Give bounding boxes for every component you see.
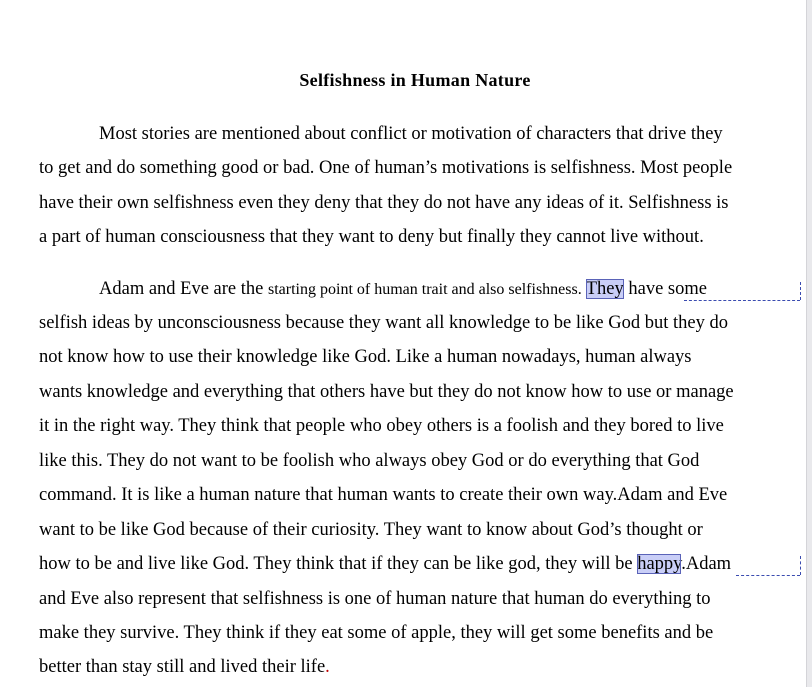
comment-connector-they	[684, 300, 800, 301]
paragraph-2-line-3: not know how to use their knowledge like God. Like a human nowadays, human always	[39, 347, 692, 367]
paragraph-2-line-8: want to be like God because of their curiosity. They want to know about God’s thought or	[39, 520, 703, 540]
paragraph-1-line-4: a part of human consciousness that they want to deny but finally they cannot live without.	[39, 227, 704, 247]
paragraph-2-line-7: command. It is like a human nature that human wants to create their own way.Adam and Eve	[39, 485, 728, 505]
paragraph-2-line-5: it in the right way. They think that people who obey others is a foolish and they bored to live	[39, 416, 724, 436]
text-run: Adam and Eve are the	[99, 279, 268, 299]
text-run-small: starting point of human trait and also selfishness.	[268, 281, 586, 298]
paragraph-2-line-2: selfish ideas by unconsciousness because they want all knowledge to be like God but they do	[39, 313, 728, 333]
comment-highlight-they[interactable]: They	[585, 279, 624, 299]
paragraph-2-line-9	[39, 552, 799, 576]
document-title: Selfishness in Human Nature	[299, 70, 531, 90]
paragraph-1-line-3: have their own selfishness even they deny that they do not have any ideas of it. Selfishness is	[39, 193, 729, 213]
comment-connector-happy-rise	[800, 556, 801, 575]
paragraph-2-line-10: and Eve also represent that selfishness is one of human nature that human do everything to	[39, 589, 711, 609]
text-run: better than stay still and lived their life	[39, 657, 326, 677]
paragraph-1-line-2: to get and do something good or bad. One of human’s motivations is selfishness. Most people	[39, 158, 733, 178]
paragraph-2-line-11: make they survive. They think if they eat some of apple, they will get some benefits and be	[39, 623, 714, 643]
red-period: .	[325, 657, 330, 677]
paragraph-1-line-1: Most stories are mentioned about conflict or motivation of characters that drive they	[99, 124, 723, 144]
text-run: have some	[623, 279, 707, 299]
comment-highlight-happy[interactable]: happy	[637, 554, 682, 574]
text-run: .Adam	[681, 554, 732, 574]
page-edge-shadow	[806, 0, 812, 687]
text-run: how to be and live like God. They think that if they can be like god, they will be	[39, 554, 638, 574]
paragraph-2-line-12	[39, 655, 799, 679]
paragraph-2-line-1	[99, 277, 812, 302]
paragraph-2-line-4: wants knowledge and everything that others have but they do not know how to use or manage	[39, 382, 734, 402]
comment-connector-happy	[736, 575, 800, 576]
paragraph-2-line-6: like this. They do not want to be foolish who always obey God or do everything that God	[39, 451, 700, 471]
comment-connector-they-rise	[800, 282, 801, 300]
